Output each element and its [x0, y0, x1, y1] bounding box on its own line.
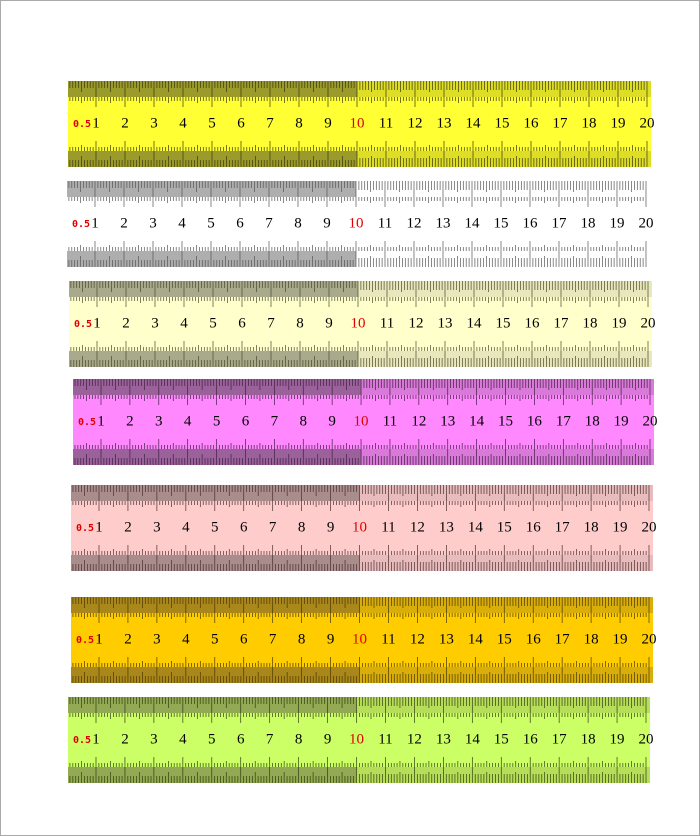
scale-label-11: 11 — [381, 631, 396, 648]
scale-label-13: 13 — [435, 215, 451, 232]
scale-label-9: 9 — [326, 519, 335, 536]
scale-label-4: 4 — [179, 115, 187, 132]
scale-label-3: 3 — [150, 115, 158, 132]
scale-label-3: 3 — [151, 315, 159, 332]
scale-label-11: 11 — [378, 731, 393, 748]
scale-label-1: 1 — [95, 631, 103, 648]
scale-label-5: 5 — [208, 731, 216, 748]
scale-label-11: 11 — [381, 519, 396, 536]
label-half: 0.5 — [77, 417, 97, 428]
scale-label-1: 1 — [92, 115, 100, 132]
scale-label-3: 3 — [153, 519, 161, 536]
scale-label-15: 15 — [494, 115, 510, 132]
scale-label-16: 16 — [523, 115, 539, 132]
scale-label-14: 14 — [467, 519, 483, 536]
scale-label-8: 8 — [299, 413, 307, 430]
scale-label-7: 7 — [265, 731, 274, 748]
scale-label-4: 4 — [183, 413, 192, 430]
scale-label-17: 17 — [554, 519, 570, 536]
label-half: 0.5 — [75, 523, 95, 534]
label-half: 0.5 — [72, 119, 92, 130]
scale-label-18: 18 — [581, 115, 597, 132]
scale-label-12: 12 — [411, 413, 427, 430]
scale-label-9: 9 — [324, 115, 332, 132]
scale-label-18: 18 — [582, 315, 598, 332]
scale-label-16: 16 — [526, 413, 542, 430]
scale-label-8: 8 — [294, 731, 303, 748]
scale-label-3: 3 — [149, 215, 157, 232]
scale-label-5: 5 — [207, 215, 215, 232]
scale-label-17: 17 — [554, 631, 570, 648]
scale-label-4: 4 — [182, 631, 190, 648]
ruler-lime — [68, 697, 654, 783]
scale-label-8: 8 — [295, 115, 303, 132]
tick-strip — [357, 697, 650, 713]
scale-label-11: 11 — [378, 115, 394, 132]
label-half: 0.5 — [71, 219, 91, 230]
scale-label-20: 20 — [638, 215, 654, 232]
scale-label-17: 17 — [551, 215, 567, 232]
tick-strip — [357, 151, 651, 167]
tick-strip — [360, 667, 653, 683]
tick-strip — [357, 767, 650, 783]
ruler-cream — [69, 281, 656, 367]
scale-label-11: 11 — [377, 215, 393, 232]
tick-strip — [356, 181, 650, 197]
scale-label-5: 5 — [211, 519, 219, 536]
scale-label-16: 16 — [522, 215, 538, 232]
scale-label-7: 7 — [270, 413, 279, 430]
scale-label-10: 10 — [352, 519, 368, 536]
scale-label-20: 20 — [640, 315, 656, 332]
scale-label-14: 14 — [464, 731, 480, 748]
scale-label-10: 10 — [353, 413, 369, 430]
label-half: 0.5 — [75, 635, 95, 646]
tick-strip — [360, 555, 653, 571]
scale-label-18: 18 — [583, 631, 599, 648]
scale-label-5: 5 — [208, 115, 216, 132]
label-half: 0.5 — [72, 735, 92, 746]
ruler-orange — [71, 597, 657, 683]
tick-strip — [360, 485, 653, 501]
scale-label-16: 16 — [522, 731, 538, 748]
scale-label-17: 17 — [553, 315, 569, 332]
scale-label-14: 14 — [469, 413, 485, 430]
label-half: 0.5 — [73, 319, 93, 330]
scale-label-6: 6 — [239, 519, 248, 536]
scale-label-2: 2 — [120, 215, 128, 232]
scale-label-9: 9 — [323, 215, 331, 232]
scale-label-2: 2 — [126, 413, 134, 430]
scale-label-20: 20 — [642, 413, 658, 430]
scale-label-13: 13 — [438, 631, 454, 648]
scale-label-15: 15 — [496, 519, 512, 536]
scale-label-1: 1 — [92, 731, 100, 748]
scale-label-18: 18 — [583, 519, 599, 536]
scale-label-10: 10 — [349, 115, 365, 132]
ruler-pink — [71, 485, 657, 571]
scale-label-16: 16 — [525, 631, 541, 648]
scale-label-4: 4 — [179, 731, 187, 748]
scale-label-15: 15 — [493, 731, 509, 748]
scale-label-6: 6 — [236, 215, 244, 232]
tick-strip — [357, 81, 651, 97]
scale-label-6: 6 — [241, 413, 250, 430]
scale-label-13: 13 — [437, 315, 453, 332]
tick-strip — [356, 251, 650, 267]
tick-strip — [358, 281, 652, 297]
scale-label-19: 19 — [613, 413, 629, 430]
tick-strip — [360, 597, 653, 613]
scale-label-10: 10 — [350, 315, 366, 332]
scale-label-8: 8 — [296, 315, 304, 332]
scale-label-4: 4 — [178, 215, 186, 232]
scale-label-20: 20 — [639, 115, 655, 132]
scale-label-19: 19 — [612, 519, 628, 536]
scale-label-9: 9 — [326, 631, 335, 648]
scale-label-7: 7 — [267, 315, 275, 332]
scale-label-1: 1 — [95, 519, 103, 536]
scale-label-7: 7 — [265, 215, 273, 232]
scale-label-12: 12 — [406, 215, 422, 232]
scale-label-12: 12 — [409, 631, 425, 648]
scale-label-8: 8 — [297, 519, 306, 536]
scale-label-12: 12 — [409, 519, 425, 536]
ruler-violet — [73, 379, 658, 465]
scale-label-6: 6 — [239, 631, 248, 648]
scale-label-14: 14 — [464, 215, 480, 232]
tick-strip — [361, 449, 654, 465]
scale-label-17: 17 — [551, 731, 567, 748]
scale-label-14: 14 — [467, 631, 483, 648]
scale-label-6: 6 — [236, 731, 245, 748]
scale-label-14: 14 — [466, 315, 482, 332]
scale-label-7: 7 — [268, 631, 277, 648]
scale-label-13: 13 — [436, 115, 452, 132]
scale-label-19: 19 — [609, 215, 625, 232]
scale-label-2: 2 — [124, 519, 132, 536]
scale-label-20: 20 — [641, 519, 657, 536]
scale-label-1: 1 — [97, 413, 105, 430]
scale-label-5: 5 — [212, 413, 221, 430]
scale-label-19: 19 — [611, 315, 627, 332]
scale-label-12: 12 — [407, 115, 423, 132]
scale-label-15: 15 — [496, 631, 512, 648]
scale-label-12: 12 — [406, 731, 422, 748]
scale-label-14: 14 — [465, 115, 481, 132]
scale-label-19: 19 — [609, 731, 625, 748]
scale-label-13: 13 — [435, 731, 451, 748]
scale-label-6: 6 — [238, 315, 246, 332]
scale-label-4: 4 — [180, 315, 188, 332]
scale-label-15: 15 — [493, 215, 509, 232]
scale-label-7: 7 — [268, 519, 277, 536]
scale-label-20: 20 — [638, 731, 654, 748]
scale-label-1: 1 — [93, 315, 101, 332]
scale-label-13: 13 — [438, 519, 454, 536]
scale-label-11: 11 — [379, 315, 395, 332]
scale-label-15: 15 — [498, 413, 514, 430]
scale-label-2: 2 — [122, 315, 130, 332]
scale-label-12: 12 — [408, 315, 424, 332]
scale-label-18: 18 — [580, 731, 596, 748]
scale-label-19: 19 — [612, 631, 628, 648]
scale-label-8: 8 — [294, 215, 302, 232]
scale-label-5: 5 — [211, 631, 219, 648]
scale-label-19: 19 — [610, 115, 626, 132]
scale-label-2: 2 — [124, 631, 132, 648]
ruler-white — [67, 181, 654, 267]
scale-label-3: 3 — [153, 631, 161, 648]
scale-label-10: 10 — [348, 215, 364, 232]
scale-label-1: 1 — [91, 215, 99, 232]
scale-label-8: 8 — [297, 631, 306, 648]
scale-label-9: 9 — [325, 315, 333, 332]
scale-label-3: 3 — [150, 731, 158, 748]
scale-label-4: 4 — [182, 519, 190, 536]
scale-label-9: 9 — [328, 413, 336, 430]
scale-label-5: 5 — [209, 315, 217, 332]
tick-strip — [361, 379, 654, 395]
scale-label-2: 2 — [121, 115, 129, 132]
scale-label-15: 15 — [495, 315, 511, 332]
scale-label-18: 18 — [580, 215, 596, 232]
scale-label-20: 20 — [641, 631, 657, 648]
scale-label-10: 10 — [349, 731, 365, 748]
scale-label-17: 17 — [552, 115, 568, 132]
scale-label-17: 17 — [555, 413, 571, 430]
scale-label-2: 2 — [121, 731, 129, 748]
scale-label-6: 6 — [237, 115, 245, 132]
ruler-yellow — [68, 81, 655, 167]
tick-strip — [358, 351, 652, 367]
scale-label-16: 16 — [525, 519, 541, 536]
scale-label-3: 3 — [155, 413, 163, 430]
scale-label-9: 9 — [323, 731, 332, 748]
scale-label-10: 10 — [352, 631, 368, 648]
scale-label-16: 16 — [524, 315, 540, 332]
scale-label-11: 11 — [382, 413, 398, 430]
scale-label-18: 18 — [584, 413, 600, 430]
scale-label-7: 7 — [266, 115, 274, 132]
scale-label-13: 13 — [440, 413, 456, 430]
